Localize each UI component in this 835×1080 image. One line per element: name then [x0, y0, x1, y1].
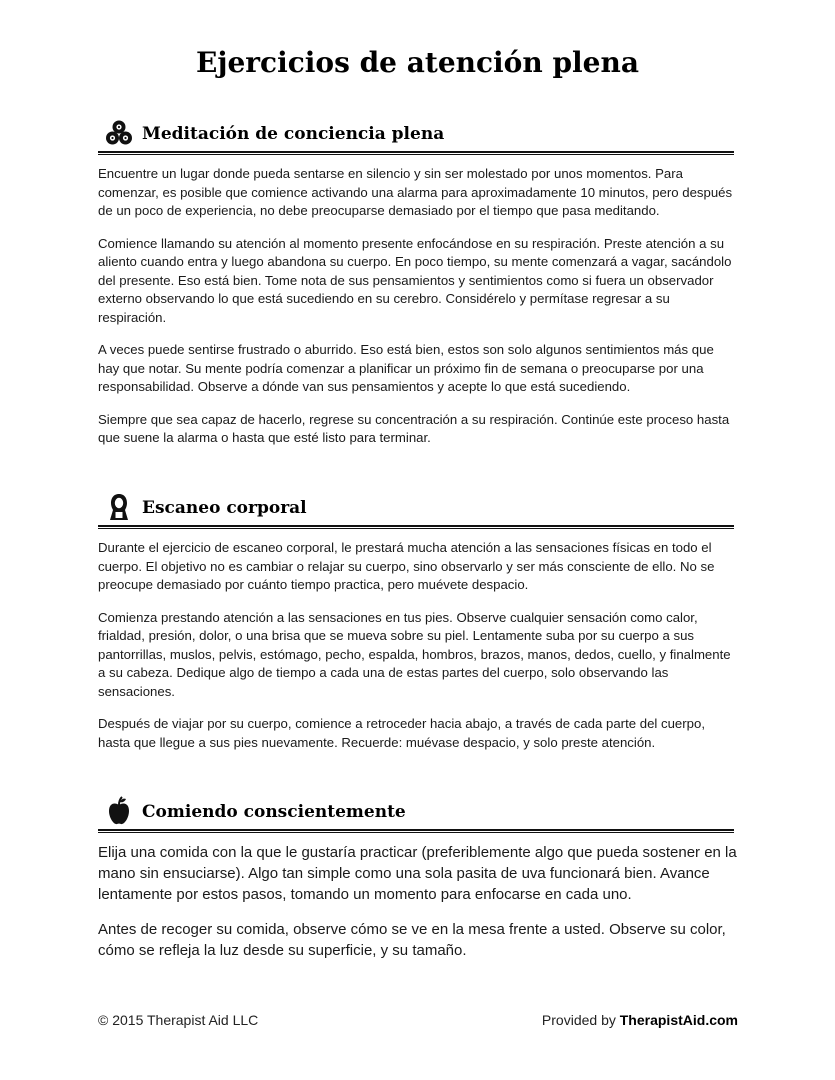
paragraph: Comienza prestando atención a las sensaciones en tus pies. Observe cualquier sensación como calor, frialdad, presión, dolor, o una brisa que se mueva sobre su piel. Lentamente suba por su cuerpo a sus pantorrillas, muslos, pelvis, estómago, pecho, espalda, hombros, brazos, manos, dedos, cuello, y finalmente a su cabeza. Dedique algo de tiempo a cada una de estas partes del cuerpo, solo observando las sensaciones.: [98, 609, 731, 699]
section-divider: [98, 829, 734, 833]
copyright: © 2015 Therapist Aid LLC: [98, 1012, 259, 1028]
paragraph: Elija una comida con la que le gustaría practicar (preferiblemente algo que pueda sostener en la mano sin ensuciarse). Algo tan simple como una sola pasita de uva funcionará bien. Avance lentamente por estos pasos, tomando un momento para enfocarse en cada uno.: [98, 844, 737, 903]
paragraph: Después de viajar por su cuerpo, comience a retroceder hacia abajo, a través de cada parte del cuerpo, hasta que llegue a sus pies nuevamente. Recuerde: muévase despacio, y solo preste atención.: [98, 716, 705, 750]
paragraph: A veces puede sentirse frustrado o aburrido. Eso está bien, estos son solo algunos sentimientos más que hay que notar. Su mente podría comenzar a planificar un próximo fin de semana o preocuparse por una responsabilidad. Observe a dónde van sus pensamientos y acepte lo que está sucediendo.: [98, 342, 714, 394]
section-header-mindful-eating: [98, 796, 734, 836]
section-body-body-scan: [98, 539, 738, 766]
provided-prefix: Provided by: [541, 1012, 620, 1028]
section-divider: [98, 525, 734, 529]
paragraph: Siempre que sea capaz de hacerlo, regrese su concentración a su respiración. Continúe este proceso hasta que suene la alarma o hasta que esté listo para terminar.: [98, 411, 730, 445]
apple-icon: [104, 796, 134, 826]
paragraph: Durante el ejercicio de escaneo corporal, le prestará mucha atención a las sensaciones físicas en todo el cuerpo. El objetivo no es cambiar o relajar su cuerpo, sino observarlo y ser más consciente de ello. No se preocupe demasiado por cuánto tiempo practica, pero muévete despacio.: [98, 540, 715, 592]
paragraph: Comience llamando su atención al momento presente enfocándose en su respiración. Preste atención a su aliento cuando entra y luego abandona su cuerpo. En poco tiempo, su mente comenzará a vagar, sacándolo del presente. Eso está bien. Tome nota de sus pensamientos y sentimientos como si fuera un observador externo observando lo que está sucediendo en su cerebro. Considérelo y permítase regresar a su respiración.: [98, 235, 732, 325]
section-title: Meditación de conciencia plena: [142, 124, 445, 144]
section-header-body-scan: [98, 492, 734, 532]
section-body-mindful-eating: [98, 842, 738, 975]
section-title: Escaneo corporal: [142, 498, 307, 518]
section-header-meditation: [98, 118, 734, 158]
page-title: Ejercicios de atención plena: [196, 46, 639, 79]
paragraph: Encuentre un lugar donde pueda sentarse en silencio y sin ser molestado por unos momentos. Para comenzar, es posible que comience activando una alarma para aproximadamente 10 minutos, pero después de un poco de experiencia, no debe preocuparse demasiado por el tiempo que pasa meditando.: [98, 166, 733, 218]
section-title: Comiendo conscientemente: [142, 802, 406, 822]
section-divider: [98, 151, 734, 155]
footer: [98, 1012, 738, 1032]
brand-link[interactable]: TherapistAid.com: [619, 1012, 738, 1028]
section-body-meditation: [98, 165, 738, 462]
flower-icon: [104, 118, 134, 148]
provided-by: [542, 1012, 738, 1028]
paragraph: Antes de recoger su comida, observe cómo se ve en la mesa frente a usted. Observe su color, cómo se refleja la luz desde su superficie, y su tamaño.: [98, 921, 726, 959]
person-icon: [104, 492, 134, 522]
